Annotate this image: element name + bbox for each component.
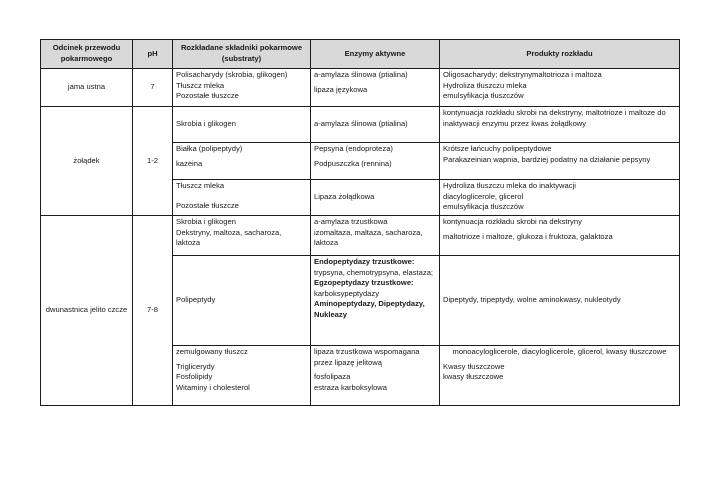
exopeptidase-list: karboksypeptydazy	[314, 288, 380, 298]
header-products: Produkty rozkładu	[440, 40, 680, 69]
ph-duodenum: 7-8	[133, 216, 173, 406]
substrate-item: Polipeptydy	[176, 295, 216, 305]
substrate-item: Pozostałe tłuszcze	[176, 200, 239, 210]
enzyme-item: estraza karboksylowa	[314, 382, 388, 392]
product-item: Parakazeinian wapnia, bardziej podatny na działanie pepsyny	[443, 154, 651, 164]
enzyme-item: fosfolipaza	[314, 372, 351, 382]
products-duodenum-1	[440, 216, 680, 256]
section-duodenum: dwunastnica jelito czcze	[41, 216, 133, 406]
enzyme-item: Podpuszczka (rennina)	[314, 158, 392, 168]
ph-mouth: 7	[133, 69, 173, 107]
substrates-mouth	[173, 69, 311, 107]
table-row	[41, 69, 680, 107]
enzyme-item: izomaltaza, maltaza, sacharoza, laktoza	[314, 227, 423, 248]
products-stomach-1	[440, 107, 680, 143]
substrate-item: Polisacharydy (skrobia, glikogen)	[176, 70, 288, 79]
product-item: kwasy tłuszczowe	[443, 372, 504, 382]
substrate-item: zemulgowany tłuszcz	[176, 347, 248, 356]
substrate-item: kazeina	[176, 158, 203, 168]
product-item: Dipeptydy, tripeptydy, wolne aminokwasy, nukleotydy	[443, 295, 621, 305]
section-mouth: jama ustna	[41, 69, 133, 107]
substrates-stomach-1	[173, 107, 311, 143]
table-row	[41, 107, 680, 143]
enzymes-stomach-1	[311, 107, 440, 143]
substrates-stomach-2	[173, 143, 311, 180]
product-item: monoacyloglicerole, diacyloglicerole, glicerol, kwasy tłuszczowe	[452, 347, 667, 356]
product-item: emulsyfikacja tłuszczów	[443, 202, 524, 212]
enzymes-duodenum-2	[311, 256, 440, 346]
product-item: kontynuacja rozkładu skrobi na dekstryny, maltotrioze i maltoze do inaktywacji enzymu przez kwas żołądkowy	[443, 108, 666, 128]
section-stomach: żołądek	[41, 107, 133, 216]
aminopeptidase-list: Aminopeptydazy, Dipeptydazy, Nukleazy	[314, 299, 425, 319]
endopeptidase-label: Endopeptydazy trzustkowe:	[314, 257, 415, 266]
header-enzymes: Enzymy aktywne	[311, 40, 440, 69]
products-duodenum-2	[440, 256, 680, 346]
enzymes-stomach-3	[311, 180, 440, 216]
enzymes-mouth	[311, 69, 440, 107]
enzyme-item: Lipaza żołądkowa	[314, 192, 375, 202]
product-item: diacyloglicerole, glicerol	[443, 191, 524, 201]
products-stomach-3	[440, 180, 680, 216]
product-item: Hydroliza tłuszczu mleka	[443, 80, 527, 90]
enzyme-item: a-amylaza trzustkowa	[314, 217, 388, 226]
enzyme-item: lipaza trzustkowa wspomagana przez lipazę jelitową	[314, 347, 420, 367]
enzymes-duodenum-3	[311, 346, 440, 406]
substrate-item: Tłuszcz mleka	[176, 80, 225, 90]
table-row	[41, 216, 680, 256]
product-item: kontynuacja rozkładu skrobi na dekstryny	[443, 217, 582, 226]
substrate-item: Skrobia i glikogen	[176, 119, 236, 129]
substrate-item: Białka (polipeptydy)	[176, 144, 243, 153]
product-item: Hydroliza tłuszczu mleka do inaktywacji	[443, 181, 576, 190]
header-section: Odcinek przewodu pokarmowego	[41, 40, 133, 69]
products-duodenum-3	[440, 346, 680, 406]
substrate-item: Tłuszcz mleka	[176, 181, 225, 190]
substrates-stomach-3	[173, 180, 311, 216]
substrate-item: Witaminy i cholesterol	[176, 382, 250, 392]
products-stomach-2	[440, 143, 680, 180]
exopeptidase-label: Egzopeptydazy trzustkowe:	[314, 278, 414, 288]
product-item: maltotrioze i maltoze, glukoza i fruktoza, galaktoza	[443, 231, 613, 241]
enzyme-item: a-amylaza ślinowa (ptialina)	[314, 70, 408, 79]
products-mouth	[440, 69, 680, 107]
enzymes-duodenum-1	[311, 216, 440, 256]
enzyme-item: lipaza językowa	[314, 84, 368, 94]
header-ph: pH	[133, 40, 173, 69]
product-item: Kwasy tłuszczowe	[443, 361, 505, 371]
substrate-item: Dekstryny, maltoza, sacharoza, laktoza	[176, 227, 282, 248]
header-substrates: Rozkładane składniki pokarmowe (substraty)	[173, 40, 311, 69]
digestion-table	[40, 39, 680, 406]
product-item: Oligosacharydy; dekstrynymaltotrioza i maltoza	[443, 70, 602, 79]
product-item: Krótsze łańcuchy polipeptydowe	[443, 144, 552, 153]
enzymes-stomach-2	[311, 143, 440, 180]
ph-stomach: 1-2	[133, 107, 173, 216]
endopeptidase-list: trypsyna, chemotrypsyna, elastaza;	[314, 267, 434, 277]
substrates-duodenum-1	[173, 216, 311, 256]
substrate-item: Fosfolipidy	[176, 372, 213, 382]
enzyme-item: a-amylaza ślinowa (ptialina)	[314, 119, 408, 129]
substrates-duodenum-3	[173, 346, 311, 406]
substrate-item: Pozostałe tłuszcze	[176, 91, 239, 101]
header-row	[41, 40, 680, 69]
substrate-item: Triglicerydy	[176, 361, 215, 371]
substrates-duodenum-2	[173, 256, 311, 346]
product-item: emulsyfikacja tłuszczów	[443, 91, 524, 101]
enzyme-item: Pepsyna (endoproteza)	[314, 144, 393, 153]
substrate-item: Skrobia i glikogen	[176, 217, 236, 226]
